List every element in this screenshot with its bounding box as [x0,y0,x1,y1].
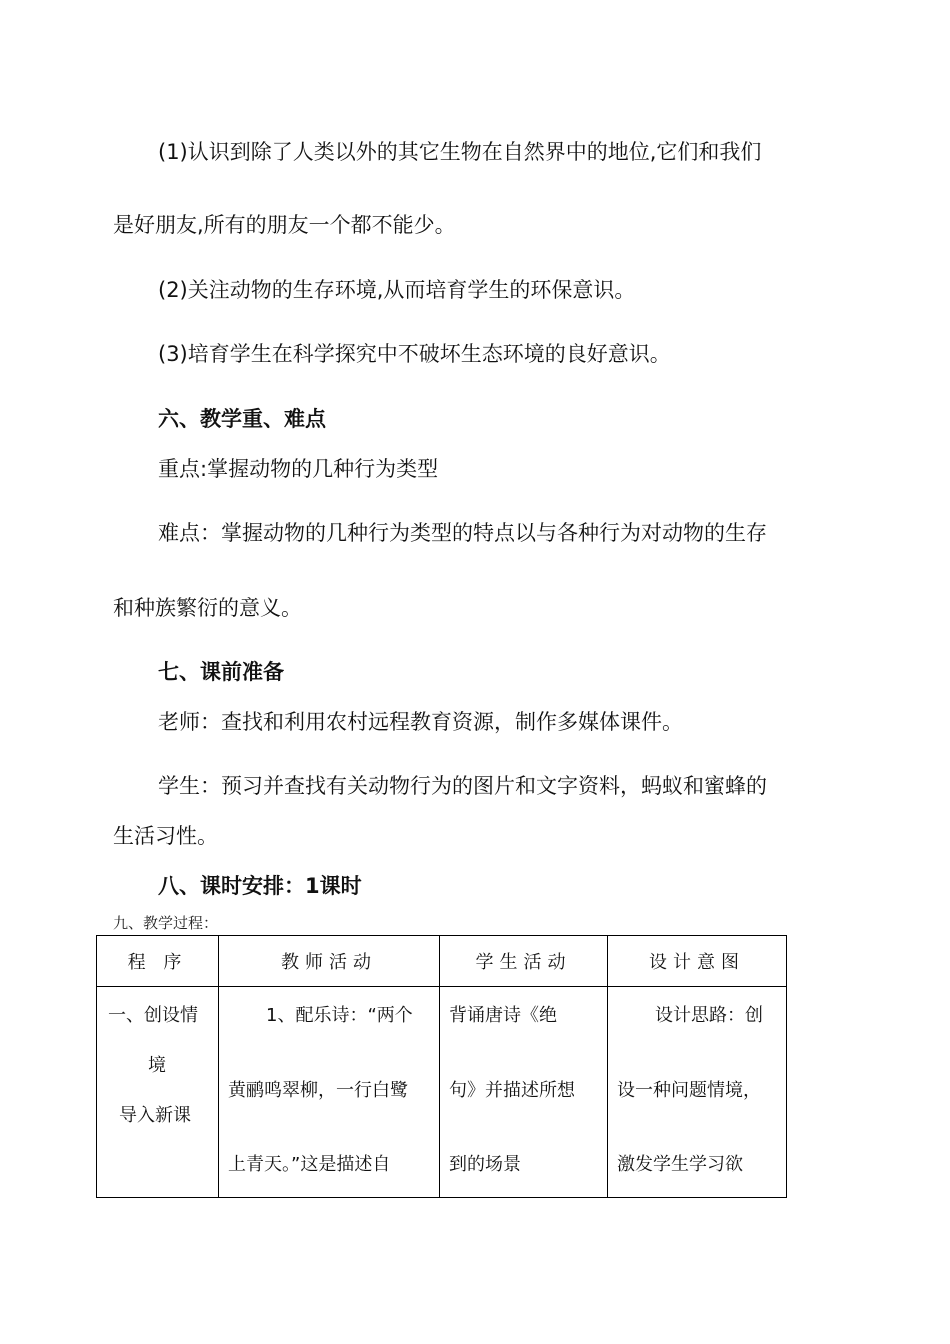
procedure-line-2: 境 [148,1055,166,1076]
student-activity-line-1: 背诵唐诗《绝 [449,1005,557,1026]
student-activity-line-2: 句》并描述所想 [449,1080,575,1101]
header-design-intent: 设计意图 [608,936,787,987]
section-9-heading: 九、教学过程： [113,914,219,932]
section-6-heading: 六、教学重、难点 [158,407,326,431]
table-header-row [97,936,787,987]
cell-teacher-activity [219,987,440,1198]
teacher-activity-line-1: 1、配乐诗：“两个 [266,1005,413,1026]
header-teacher-activity: 教师活动 [219,936,440,987]
table-row [97,987,787,1198]
student-preparation-line-2: 生活习性。 [113,824,218,848]
teacher-activity-line-2: 黄鹂鸣翠柳，一行白鹭 [228,1080,408,1101]
header-procedure: 程 序 [97,936,219,987]
teacher-activity-line-3: 上青天。”这是描述自 [228,1154,391,1175]
objective-1-line-1: (1)认识到除了人类以外的其它生物在自然界中的地位,它们和我们 [158,140,762,164]
header-student-activity: 学生活动 [440,936,608,987]
cell-procedure [97,987,219,1198]
design-intent-line-3: 激发学生学习欲 [617,1154,743,1175]
section-8-heading: 八、课时安排：1课时 [158,874,362,898]
design-intent-line-2: 设一种问题情境， [617,1080,761,1101]
difficulty-line-1: 难点：掌握动物的几种行为类型的特点以与各种行为对动物的生存 [158,521,767,545]
cell-design-intent [608,987,787,1198]
procedure-line-3: 导入新课 [119,1105,191,1126]
difficulty-line-2: 和种族繁衍的意义。 [113,596,302,620]
student-preparation-line-1: 学生：预习并查找有关动物行为的图片和文字资料，蚂蚁和蜜蜂的 [158,774,767,798]
objective-2: (2)关注动物的生存环境,从而培育学生的环保意识。 [158,278,636,302]
objective-3: (3)培育学生在科学探究中不破坏生态环境的良好意识。 [158,342,671,366]
procedure-line-1: 一、创设情 [108,1005,198,1026]
teaching-process-table [96,935,787,1198]
student-activity-line-3: 到的场景 [449,1154,521,1175]
teacher-preparation: 老师：查找和利用农村远程教育资源，制作多媒体课件。 [158,710,683,734]
cell-student-activity [440,987,608,1198]
key-point: 重点:掌握动物的几种行为类型 [158,457,439,481]
objective-1-line-2: 是好朋友,所有的朋友一个都不能少。 [113,213,456,237]
design-intent-line-1: 设计思路：创 [655,1005,763,1026]
section-7-heading: 七、课前准备 [158,660,284,684]
